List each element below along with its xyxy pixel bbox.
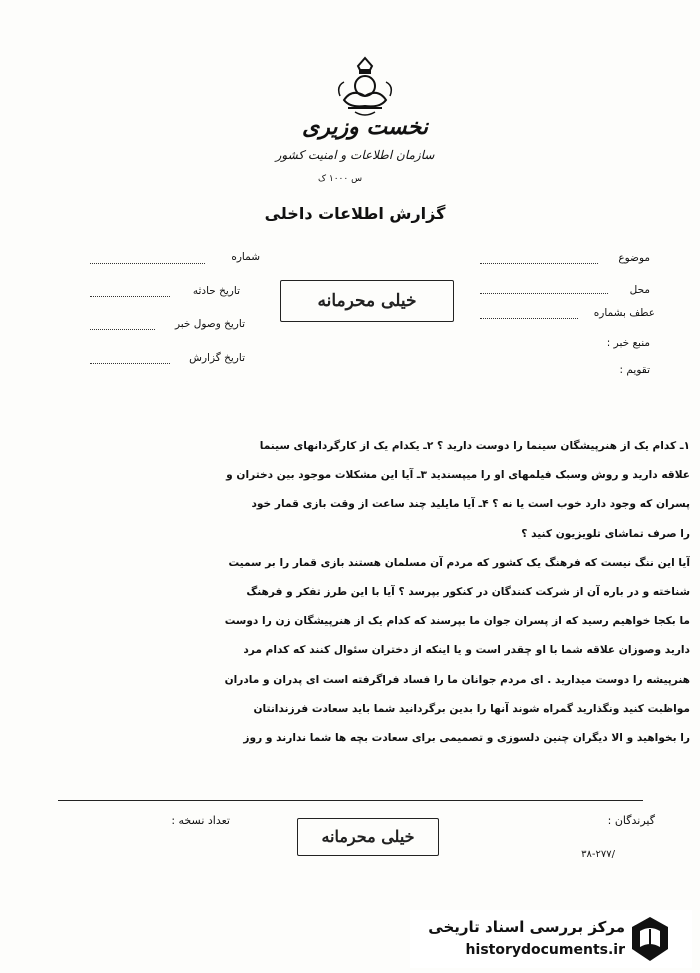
field-subject-dots <box>480 262 598 264</box>
field-place-label: محل <box>629 284 650 296</box>
body-line: مواظبت کنید ونگذارید گمراه شوند آنها را بدین برگردانید شما باید سعادت فرزندانتان <box>253 702 690 715</box>
body-line: هنرپیشه را دوست میدارید . ای مردم جوانان ما را فساد فراگرفته است ای پدران و مادران <box>224 673 690 686</box>
body-line: پسران که وجود دارد خوب است یا نه ؟ ۴ـ آیا مایلید چند ساعت از وقت بازی قمار خود <box>251 498 690 511</box>
bottom-divider <box>58 800 643 801</box>
classification-stamp-top: خیلی محرمانه <box>280 280 454 322</box>
field-assessment-label: تقویم : <box>619 364 650 376</box>
field-place-dots <box>480 292 608 294</box>
classification-stamp-bottom: خیلی محرمانه <box>297 818 439 856</box>
field-reference-label: عطف بشماره <box>593 307 655 319</box>
body-line: ۱ـ کدام یک از هنرپیشگان سینما را دوست دارید ؟ ۲ـ یکدام یک از کارگردانهای سینما <box>259 440 690 452</box>
org-name: نخست وزیری <box>302 114 428 140</box>
body-line: ما بکجا خواهیم رسید که از پسران جوان ما بپرسند که کدام یک از هنرپیشگان زن را دوست <box>224 615 690 628</box>
body-line: را بخواهید و الا دیگران چنین دلسوزی و تصمیمی برای سعادت بچه ها شما ندارند و روز <box>243 732 690 745</box>
field-subject-label: موضوع <box>618 252 650 264</box>
field-number-label: شماره <box>231 251 260 263</box>
recipients-label: گیرندگان : <box>607 814 655 827</box>
body-line: آیا این ننگ نیست که فرهنگ یک کشور که مردم آن مسلمان هستند بازی قمار را بر سمیت <box>228 556 690 569</box>
field-reference-dots <box>480 317 578 319</box>
field-receipt-date-dots <box>90 328 155 330</box>
copies-label: تعداد نسخه : <box>171 814 230 827</box>
field-source-label: منبع خبر : <box>606 337 650 349</box>
document-body <box>60 432 690 753</box>
watermark-url[interactable]: historydocuments.ir <box>465 942 625 958</box>
watermark-org-name: مرکز بررسی اسناد تاریخی <box>428 918 625 936</box>
field-incident-date-label: تاریخ حادثه <box>192 285 240 297</box>
field-report-date-dots <box>90 362 170 364</box>
org-subtitle: سازمان اطلاعات و امنیت کشور <box>275 148 435 162</box>
body-line: را صرف تماشای تلویزیون کنید ؟ <box>521 527 690 540</box>
body-line: دارید وصوزان علاقه شما با او چقدر است و یا اینکه از دختران سئوال کنند که کدام مرد <box>243 644 690 657</box>
lion-and-sun-emblem-icon <box>330 56 400 118</box>
field-number-dots <box>90 262 205 264</box>
field-incident-date-dots <box>90 295 170 297</box>
archive-logo-icon <box>628 915 672 963</box>
body-line: شناخته و در باره آن از شرکت کنندگان در کنکور بپرسد ؟ آیا با این طرز تفکر و فرهنگ <box>246 586 690 599</box>
field-report-date-label: تاریخ گزارش <box>189 352 245 364</box>
field-receipt-date-label: تاریخ وصول خبر <box>174 318 245 330</box>
report-title: گزارش اطلاعات داخلی <box>264 204 446 223</box>
org-code: س ۱۰۰۰ ک <box>317 174 363 184</box>
document-number: ۳۸-۲۷۷/ <box>581 849 615 860</box>
body-line: علاقه دارید و روش وسبک فیلمهای او را میپسندید ۳ـ آیا این مشکلات موجود بین دختران و <box>226 469 690 482</box>
